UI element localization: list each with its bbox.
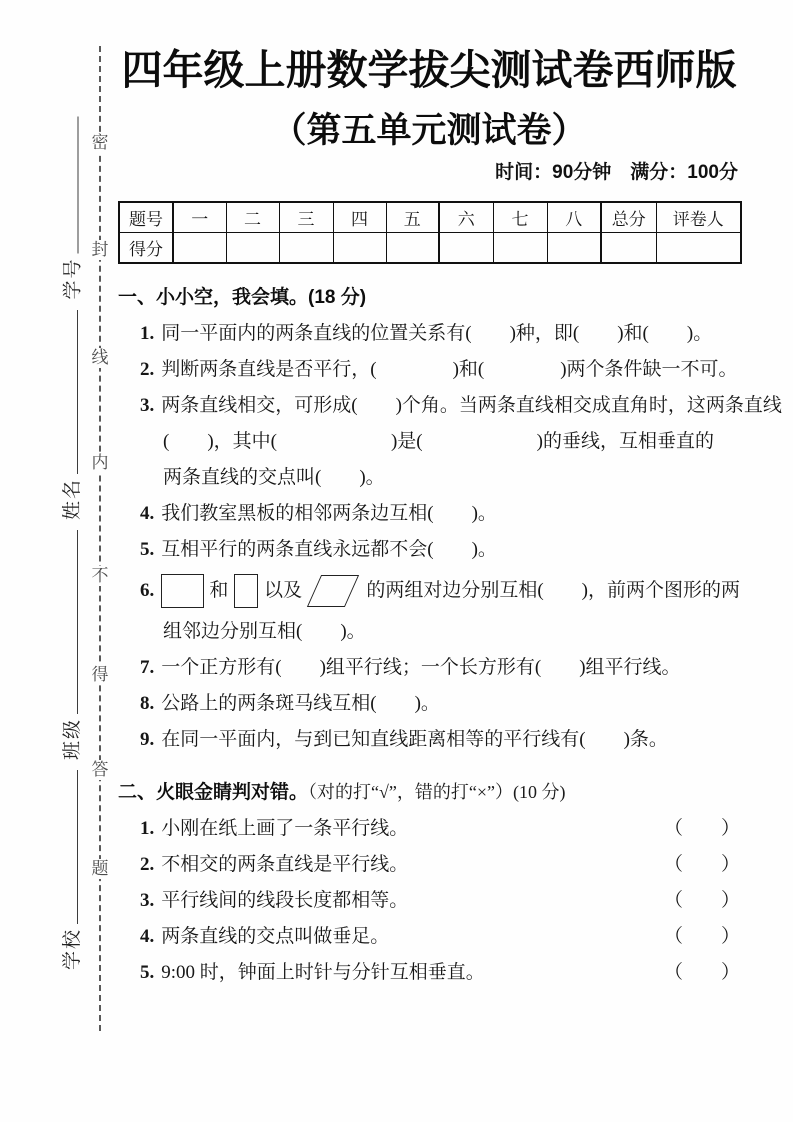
- info-field-school: [57, 770, 83, 970]
- section-2-title: [118, 774, 740, 811]
- section-score-note: （对的打“√”，错的打“×”）(10 分): [308, 782, 566, 802]
- score-cell: [601, 233, 656, 264]
- question-text: 两条直线的交点叫做垂足。: [161, 926, 390, 947]
- square-shape: [234, 574, 258, 608]
- score-table-header-cell: 八: [547, 202, 601, 233]
- info-field-fill-line: [76, 310, 78, 474]
- parallelogram-shape: [307, 575, 360, 607]
- tf-question: [140, 955, 485, 991]
- seal-char: 答: [89, 760, 111, 780]
- question-number: 4.: [140, 926, 155, 947]
- question-number: 2.: [140, 854, 155, 875]
- score-cell: [226, 233, 279, 264]
- seal-char: 线: [89, 348, 111, 368]
- seal-char: 不: [89, 566, 111, 586]
- tf-question: [140, 883, 408, 919]
- score-table-header-cell: 五: [386, 202, 439, 233]
- main-content: [118, 0, 782, 991]
- seal-char: 得: [89, 665, 111, 685]
- question-number: 1.: [140, 323, 155, 344]
- question-line: [118, 352, 740, 388]
- info-field-class: [57, 530, 83, 760]
- info-field-name: [57, 310, 83, 520]
- score-cell: [493, 233, 547, 264]
- score-table-header-cell: 题号: [119, 202, 173, 233]
- question-number: 4.: [140, 503, 155, 524]
- score-cell: [547, 233, 601, 264]
- tf-answer-blank: （ ）: [663, 854, 740, 875]
- section-title-text: 一、小小空，我会填。: [118, 287, 309, 308]
- question-text: 公路上的两条斑马线互相( )。: [161, 693, 440, 714]
- question-number: 5.: [140, 962, 155, 983]
- score-cell: [656, 233, 741, 264]
- score-table-header-cell: 四: [333, 202, 386, 233]
- question-text: 同一平面内的两条直线的位置关系有( )种，即( )和( )。: [161, 323, 713, 344]
- tf-item: [118, 883, 740, 919]
- seal-dashed-line: [99, 46, 101, 1031]
- question-number: 2.: [140, 359, 155, 380]
- question-number: 3.: [140, 890, 155, 911]
- score-table-score-row: [119, 233, 741, 264]
- question-line: [118, 722, 740, 758]
- score-table-header-cell: 评卷人: [656, 202, 741, 233]
- seal-char: 题: [89, 859, 111, 879]
- tf-item: [118, 955, 740, 991]
- question-text: 我们教室黑板的相邻两条边互相( )。: [161, 503, 497, 524]
- question-text: 和: [209, 580, 229, 601]
- question-number: 5.: [140, 539, 155, 560]
- section-title-text: 二、火眼金睛判对错。: [118, 782, 309, 803]
- question-text: 以及: [264, 580, 303, 601]
- info-field-student-id: [58, 117, 84, 300]
- question-number: 9.: [140, 729, 155, 750]
- info-field-fill-line: [76, 530, 78, 714]
- question-text: 在同一平面内，与到已知直线距离相等的平行线有( )条。: [161, 729, 668, 750]
- section-1-title: [118, 280, 740, 316]
- score-table-header-cell: 三: [279, 202, 333, 233]
- score-table-header-cell: 六: [439, 202, 493, 233]
- seal-char: 封: [89, 240, 111, 260]
- question-text: 小刚在纸上画了一条平行线。: [161, 818, 409, 839]
- question-line-with-shapes: [118, 568, 740, 614]
- score-cell: [439, 233, 493, 264]
- tf-answer-blank: （ ）: [663, 962, 740, 983]
- info-field-label: 班级: [61, 717, 83, 760]
- info-field-label: 学号: [62, 257, 83, 300]
- question-text: 互相平行的两条直线永远都不会( )。: [161, 539, 497, 560]
- question-number: 3.: [140, 395, 155, 416]
- rectangle-shape: [161, 574, 204, 608]
- score-table-header-cell: 七: [493, 202, 547, 233]
- question-number: 8.: [140, 693, 155, 714]
- page-subtitle: （第五单元测试卷）: [271, 111, 587, 150]
- question-number: 7.: [140, 657, 155, 678]
- question-text: 判断两条直线是否平行，( )和( )两个条件缺一不可。: [161, 359, 738, 380]
- question-line: [118, 316, 740, 352]
- score-table-header-row: [119, 202, 741, 233]
- tf-item: [118, 847, 740, 883]
- info-field-fill-line: [76, 770, 78, 924]
- tf-question: [140, 919, 389, 955]
- question-text: 两条直线的交点叫( )。: [163, 467, 385, 488]
- question-line: [118, 532, 740, 568]
- question-text: 平行线间的线段长度都相等。: [161, 890, 409, 911]
- score-cell: [279, 233, 333, 264]
- info-field-label: 姓名: [61, 477, 83, 520]
- question-text: 的两组对边分别互相( )，前两个图形的两: [366, 580, 740, 601]
- tf-question: [140, 847, 408, 883]
- tf-answer-blank: （ ）: [663, 818, 740, 839]
- question-line: [118, 650, 740, 686]
- question-line: [118, 614, 740, 650]
- question-text: 9:00 时，钟面上时针与分针互相垂直。: [161, 962, 485, 983]
- question-line: [118, 388, 782, 424]
- question-text: 一个正方形有( )组平行线；一个长方形有( )组平行线。: [161, 657, 681, 678]
- question-text: 组邻边分别互相( )。: [163, 621, 366, 642]
- question-line: [118, 460, 740, 496]
- tf-item: [118, 811, 740, 847]
- page-title: 四年级上册数学拔尖测试卷西师版: [121, 47, 737, 93]
- question-text: 两条直线相交，可形成( )个角。当两条直线相交成直角时，这两条直线: [161, 395, 782, 416]
- score-table: [118, 201, 742, 264]
- question-number: 6.: [140, 580, 155, 601]
- score-cell: [386, 233, 439, 264]
- tf-question: [140, 811, 408, 847]
- score-row-label: 得分: [119, 233, 173, 264]
- score-cell: [173, 233, 226, 264]
- tf-item: [118, 919, 740, 955]
- seal-char: 密: [89, 133, 111, 153]
- info-field-fill-line: [77, 117, 79, 254]
- score-table-header-cell: 一: [173, 202, 226, 233]
- question-line: [118, 496, 740, 532]
- score-table-header-cell: 二: [226, 202, 279, 233]
- tf-answer-blank: （ ）: [663, 926, 740, 947]
- tf-answer-blank: （ ）: [663, 890, 740, 911]
- question-text: 不相交的两条直线是平行线。: [161, 854, 409, 875]
- question-line: [118, 686, 740, 722]
- seal-char: 内: [89, 453, 111, 473]
- exam-meta: 时间：90分钟 满分：100分: [495, 162, 738, 183]
- section-score-note: (18 分): [308, 287, 367, 308]
- info-field-label: 学校: [61, 927, 83, 970]
- question-line: [118, 424, 740, 460]
- question-number: 1.: [140, 818, 155, 839]
- score-table-header-cell: 总分: [601, 202, 656, 233]
- score-cell: [333, 233, 386, 264]
- question-text: ( )，其中( )是( )的垂线，互相垂直的: [163, 431, 714, 452]
